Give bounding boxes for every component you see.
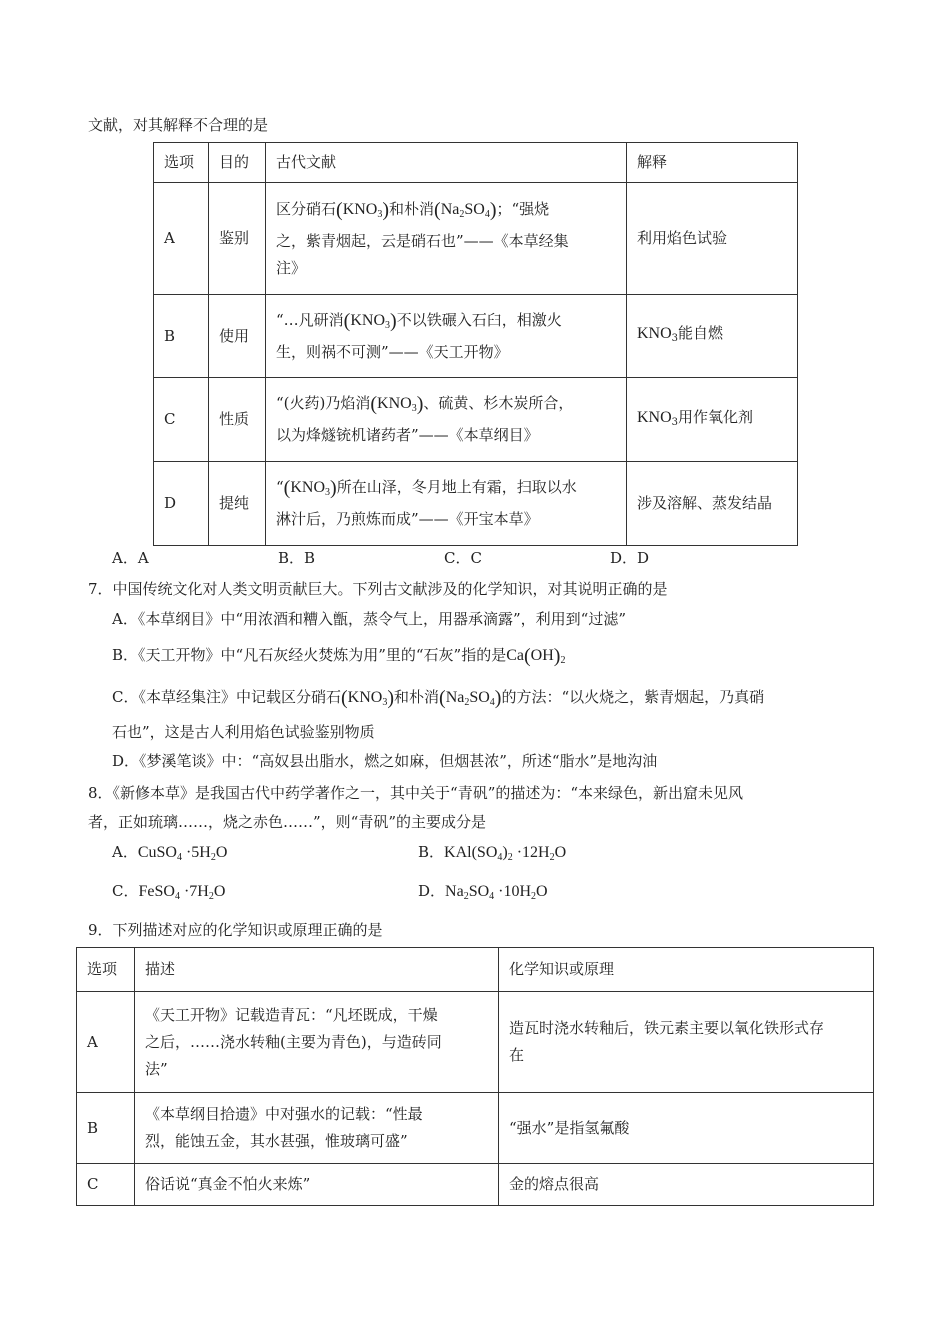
question-7-option-b[interactable]: B．《天工开物》中“凡石灰经火焚炼为用”里的“石灰”指的是$Ca(OH)_2$ (112, 645, 566, 667)
row-explanation: 涉及溶解、蒸发结晶 (627, 462, 798, 546)
option-c[interactable]: C．C (444, 549, 482, 567)
question-8-option-b[interactable]: B．$KAl(SO_4)_2 \cdot 12H_2O$ (418, 843, 567, 863)
row-description: 俗话说“真金不怕火来炼” (135, 1164, 499, 1206)
row-description: 《本草纲目拾遗》中对强水的记载：“性最 烈，能蚀五金，其水甚强，惟玻璃可盛” (135, 1093, 499, 1164)
row-ancient-text: “(火药)乃焰消$(KNO_3)$、硫黄、杉木炭所合， 以为烽燧铳机诸药者”——《本草纲目》 (266, 378, 627, 462)
row-option: D (154, 462, 209, 546)
header-description: 描述 (135, 948, 499, 992)
table-row (77, 1093, 874, 1164)
option-a[interactable]: A．A (112, 549, 149, 567)
row-explanation: 利用焰色试验 (627, 183, 798, 295)
option-d[interactable]: D．D (610, 549, 650, 567)
row-option: A (77, 992, 135, 1093)
question-6-table (153, 142, 798, 546)
table-header-row (154, 143, 798, 183)
row-ancient-text: “$(KNO_3)$所在山泽，冬月地上有霜，扫取以水 淋汁后，乃煎炼而成”——《开宝本草》 (266, 462, 627, 546)
header-principle: 化学知识或原理 (499, 948, 874, 992)
header-ancient-text: 古代文献 (266, 143, 627, 183)
row-option: C (77, 1164, 135, 1206)
header-option: 选项 (77, 948, 135, 992)
row-purpose: 鉴别 (209, 183, 266, 295)
row-principle: “强水”是指氢氟酸 (499, 1093, 874, 1164)
question-7-option-c[interactable]: C．《本草经集注》中记载区分硝石$(KNO_3)$和朴消$(Na_2SO_4)$的方法：“以火烧之，紫青烟起，乃真硝 (112, 687, 765, 709)
question-8-option-a[interactable]: A．CuSO$_4$ $\cdot 5H_2O$ (112, 843, 228, 863)
table-row (154, 462, 798, 546)
question-8-stem-line2: 者，正如琉璃……，烧之赤色……”，则“青矾”的主要成分是 (88, 813, 487, 831)
question-9-stem: 9．下列描述对应的化学知识或原理正确的是 (88, 921, 383, 939)
header-purpose: 目的 (209, 143, 266, 183)
question-7-stem: 7．中国传统文化对人类文明贡献巨大。下列古文献涉及的化学知识，对其说明正确的是 (88, 580, 668, 598)
question-7-option-a[interactable]: A．《本草纲目》中“用浓酒和糟入甑，蒸令气上，用器承滴露”，利用到“过滤” (112, 610, 627, 628)
question-8-option-c[interactable]: C．FeSO$_4$ $\cdot 7H_2O$ (112, 882, 226, 902)
table-row (77, 992, 874, 1093)
header-option: 选项 (154, 143, 209, 183)
row-principle: 金的熔点很高 (499, 1164, 874, 1206)
table-row (154, 183, 798, 295)
row-description: 《天工开物》记载造青瓦：“凡坯既成，干燥 之后，……浇水转釉(主要为青色)，与造砖同 法” (135, 992, 499, 1093)
option-b[interactable]: B．B (278, 549, 316, 567)
row-purpose: 性质 (209, 378, 266, 462)
table-row (154, 295, 798, 378)
table-header-row (77, 948, 874, 992)
row-purpose: 使用 (209, 295, 266, 378)
question-9-table (76, 947, 874, 1206)
row-ancient-text: “…凡研消$(KNO_3)$不以铁碾入石臼，相激火 生，则祸不可测”——《天工开物》 (266, 295, 627, 378)
header-explanation: 解释 (627, 143, 798, 183)
question-6-options (112, 547, 672, 568)
table-row (154, 378, 798, 462)
row-explanation: $KNO_3$用作氧化剂 (627, 378, 798, 462)
question-8-stem: 8．《新修本草》是我国古代中药学著作之一，其中关于“青矾”的描述为：“本来绿色，新出窟未见风 (88, 784, 744, 802)
row-principle: 造瓦时浇水转釉后，铁元素主要以氧化铁形式存 在 (499, 992, 874, 1093)
row-explanation: $KNO_3$能自燃 (627, 295, 798, 378)
question-7-option-d[interactable]: D．《梦溪笔谈》中：“高奴县出脂水，燃之如麻，但烟甚浓”，所述“脂水”是地沟油 (112, 752, 658, 770)
row-option: B (154, 295, 209, 378)
row-ancient-text: 区分硝石$(KNO_3)$和朴消$(Na_2SO_4)$；“强烧 之，紫青烟起，云是硝石也”——《本草经集 注》 (266, 183, 627, 295)
row-option: B (77, 1093, 135, 1164)
row-option: A (154, 183, 209, 295)
row-option: C (154, 378, 209, 462)
row-purpose: 提纯 (209, 462, 266, 546)
question-8-option-d[interactable]: D．$Na_2SO_4 \cdot 10H_2O$ (418, 882, 548, 902)
question-6-stem-tail: 文献，对其解释不合理的是 (88, 116, 269, 134)
table-row (77, 1164, 874, 1206)
question-7-option-c-line2: 石也”，这是古人利用焰色试验鉴别物质 (112, 723, 375, 741)
